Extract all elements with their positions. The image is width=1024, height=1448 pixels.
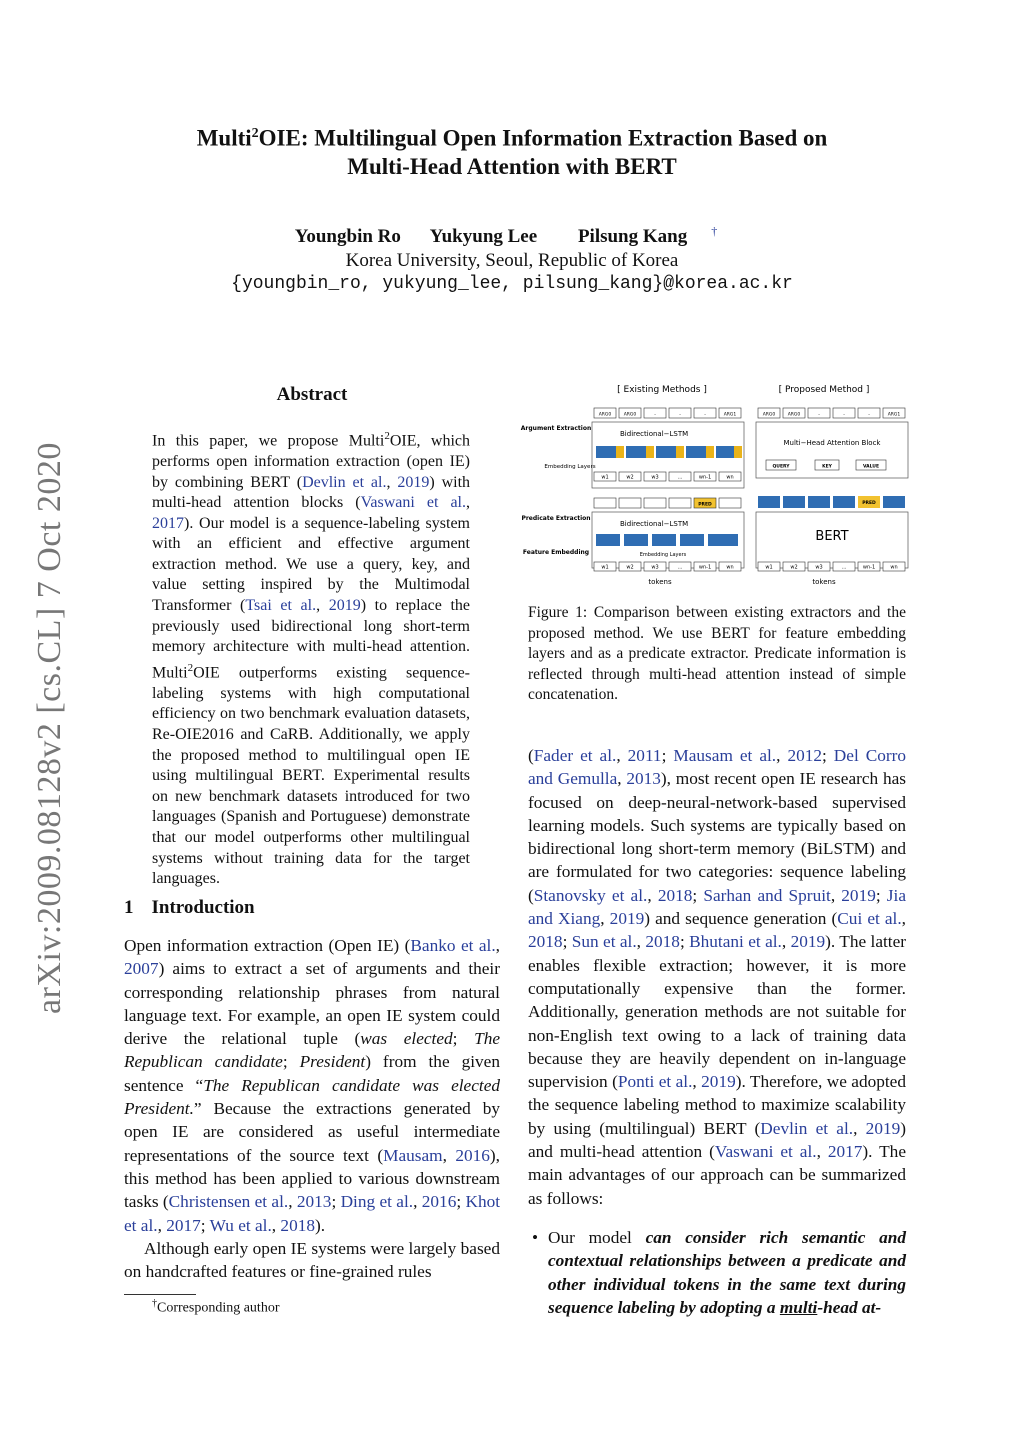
svg-text:w3: w3 bbox=[815, 564, 823, 571]
author-name: Pilsung Kang † bbox=[577, 224, 718, 248]
existing-pred-labels bbox=[594, 498, 741, 508]
proposed-hidden-row bbox=[758, 496, 905, 508]
intro-text: Open information extraction (Open IE) (Banko et al., 2007) aims to extract a set of arguments and their corresponding relationship phrases from natural language text. For example, an open IE system could derive the relational tuple (was elected; The Republican candidate; President) from the given sentence “The Republican candidate was elected President.” Because the extractions generated by open IE are considered as useful intermediate representations of the source text (Mausam, 2016), this method has been applied to various downstream tasks (Christensen et al., 2013; Ding et al., 2016; Khot et al., 2017; Wu et al., 2018). Although early open IE systems were largely based on handcrafted features or fine-grained rules bbox=[124, 936, 501, 1282]
svg-text:wn-1: wn-1 bbox=[698, 564, 712, 571]
svg-text:wn: wn bbox=[726, 564, 734, 571]
svg-text:w3: w3 bbox=[651, 474, 659, 481]
section-heading: 1 Introduction bbox=[124, 897, 255, 918]
predicate-extraction-label: Predicate Extraction bbox=[521, 515, 591, 522]
svg-text:PRED: PRED bbox=[698, 502, 712, 508]
svg-text:ARG0: ARG0 bbox=[623, 412, 637, 418]
svg-text:...: ... bbox=[677, 564, 683, 571]
embedding-layers-side-label: Embedding Layers bbox=[544, 464, 596, 470]
svg-text:ARG0: ARG0 bbox=[762, 412, 776, 418]
bert-label: BERT bbox=[815, 529, 849, 544]
abstract-heading: Abstract bbox=[276, 384, 348, 405]
svg-text:-: - bbox=[704, 412, 706, 418]
svg-text:PRED: PRED bbox=[862, 501, 876, 506]
author-list bbox=[0, 224, 1024, 248]
svg-text:KEY: KEY bbox=[822, 464, 832, 470]
existing-feature-blocks bbox=[596, 534, 738, 546]
svg-text:ARG1: ARG1 bbox=[887, 412, 901, 418]
svg-text:w3: w3 bbox=[651, 564, 659, 571]
svg-text:ARG0: ARG0 bbox=[598, 412, 612, 418]
svg-text:ARG0: ARG0 bbox=[787, 412, 801, 418]
proposed-arg-labels bbox=[758, 408, 905, 418]
svg-text:w2: w2 bbox=[626, 564, 634, 571]
svg-text:w2: w2 bbox=[626, 474, 634, 481]
footnote: †Corresponding author bbox=[152, 1298, 280, 1316]
existing-token-row-1 bbox=[594, 472, 741, 481]
svg-text:ARG1: ARG1 bbox=[723, 412, 737, 418]
svg-text:-: - bbox=[843, 412, 845, 418]
svg-text:tokens: tokens bbox=[648, 578, 672, 586]
svg-text:-: - bbox=[679, 412, 681, 418]
svg-text:w1: w1 bbox=[601, 474, 609, 481]
author-name: Yukyung Lee bbox=[429, 226, 538, 248]
svg-text:...: ... bbox=[841, 564, 847, 571]
existing-embed-blocks bbox=[596, 446, 742, 458]
svg-text:wn-1: wn-1 bbox=[862, 564, 876, 571]
contribution-bullet: • Our model can consider rich semantic and contextual relationships between a predicate and other individual tokens in the same text during sequence labeling by adopting a multi-head at- bbox=[532, 1228, 906, 1317]
svg-text:Embedding Layers: Embedding Layers bbox=[639, 552, 687, 558]
svg-text:w1: w1 bbox=[765, 564, 773, 571]
figure-caption: Figure 1: Comparison between existing extractors and the proposed method. We use BERT for feature embedding layers and as a predicate extractor. Predicate information is reflected through multi-head attention instead of simple concatenation. bbox=[528, 604, 906, 703]
existing-methods-label: [ Existing Methods ] bbox=[617, 385, 707, 395]
svg-text:-: - bbox=[818, 412, 820, 418]
existing-token-row-2 bbox=[594, 562, 741, 571]
svg-text:-: - bbox=[654, 412, 656, 418]
svg-text:-: - bbox=[868, 412, 870, 418]
svg-text:Bidirectional−LSTM: Bidirectional−LSTM bbox=[620, 520, 689, 528]
existing-arg-labels bbox=[594, 408, 741, 418]
proposed-method-label: [ Proposed Method ] bbox=[778, 385, 870, 395]
affiliation: Korea University, Seoul, Republic of Korea bbox=[345, 250, 679, 271]
svg-text:w1: w1 bbox=[601, 564, 609, 571]
argument-extraction-label: Argument Extraction bbox=[520, 425, 592, 432]
bilstm-label: Bidirectional−LSTM bbox=[620, 430, 689, 438]
svg-text:wn: wn bbox=[890, 564, 898, 571]
arxiv-stamp: arXiv:2009.08128v2 [cs.CL] 7 Oct 2020 bbox=[31, 442, 68, 1014]
abstract-text: In this paper, we propose Multi$^2$OIE, which performs open information extraction (open IE) by combining BERT (Devlin et al., 2019) with multi-head attention blocks (Vaswani et al., 2017). Our model is a sequence-labeling system with an efficient and effective argument extraction method. We use a query, key, and value setting inspired by the Multimodal Transformer (Tsai et al., 2019) to replace the previously used bidirectional long short-term memory architecture with multi-head attention. Multi$^2$OIE outperforms existing sequence-labeling systems with high computational efficiency on two benchmark evaluation datasets, Re-OIE2016 and CaRB. Additionally, we apply the proposed method to multilingual open IE using multilingual BERT. Experimental results on new benchmark datasets introduced for two languages (Spanish and Portuguese) demonstrate that our model outperforms other multilingual systems without training data for the target languages. bbox=[152, 430, 471, 888]
paper-title: Multi$^2$OIE: Multilingual Open Information Extraction Based on Multi-Head Attention with BERT bbox=[196, 125, 828, 179]
proposed-token-row bbox=[758, 562, 905, 571]
feature-embedding-label: Feature Embedding bbox=[522, 549, 590, 556]
svg-text:VALUE: VALUE bbox=[862, 464, 880, 470]
svg-text:tokens: tokens bbox=[812, 578, 836, 586]
mha-block-label: Multi−Head Attention Block bbox=[783, 439, 881, 447]
svg-text:QUERY: QUERY bbox=[772, 464, 790, 470]
svg-text:wn-1: wn-1 bbox=[698, 474, 712, 481]
figure-1-diagram bbox=[520, 376, 910, 596]
author-emails: {youngbin_ro, yukyung_lee, pilsung_kang}@korea.ac.kr bbox=[231, 274, 793, 294]
svg-text:w2: w2 bbox=[790, 564, 798, 571]
svg-text:wn: wn bbox=[726, 474, 734, 481]
author-name: Youngbin Ro bbox=[294, 226, 401, 248]
right-column-text: (Fader et al., 2011; Mausam et al., 2012; Del Corro and Gemulla, 2013), most recent open IE research has focused on deep-neural-network-based supervised learning models. Such systems are typically based on bidirectional long short-term memory (BiLSTM) and are formulated for two categories: sequence labeling (Stanovsky et al., 2018; Sarhan and Spruit, 2019; Jia and Xiang, 2019) and sequence generation (Cui et al., 2018; Sun et al., 2018; Bhutani et al., 2019). The latter enables flexible extraction; however, it is more computationally expensive than the former. Additionally, generation methods are not suitable for non-English text owing to a lack of training data because they are heavily dependent on in-language supervision (Ponti et al., 2019). Therefore, we adopted the sequence labeling method to maximize scalability by using (multilingual) BERT (Devlin et al., 2019) and multi-head attention (Vaswani et al., 2017). The main advantages of our approach can be summarized as follows: bbox=[528, 746, 907, 1208]
footnote-rule bbox=[124, 1294, 196, 1295]
svg-text:...: ... bbox=[677, 474, 683, 481]
